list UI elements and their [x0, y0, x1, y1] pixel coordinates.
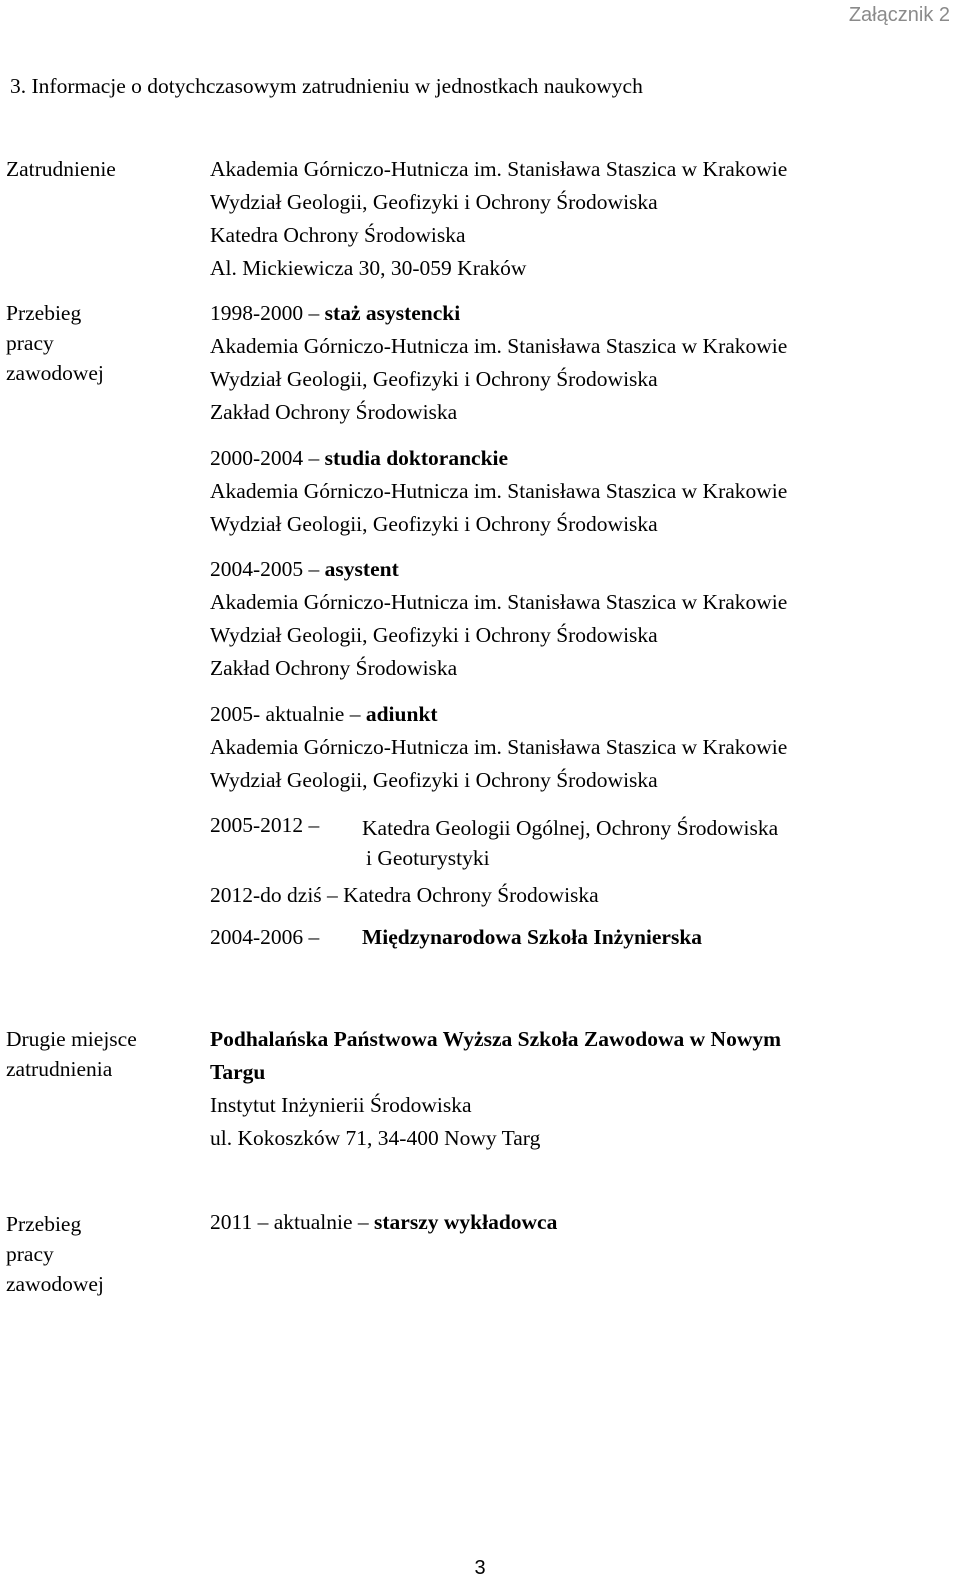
career2-label-line: Przebieg [6, 1212, 82, 1236]
career2-period: 2011 – aktualnie – [210, 1210, 375, 1234]
entry-role: adiunkt [365, 702, 438, 726]
career-entry [210, 297, 787, 429]
career-entry [210, 553, 787, 685]
school-name: Międzynarodowa Szkoła Inżynierska [362, 925, 703, 949]
entry-line: Wydział Geologii, Geofizyki i Ochrony Środowiska [210, 367, 658, 391]
career-label-line: zawodowej [6, 361, 104, 385]
entry-role: asystent [324, 557, 399, 581]
section-title: 3. Informacje o dotychczasowym zatrudnieniu w jednostkach naukowych [10, 74, 643, 98]
employment-line: Wydział Geologii, Geofizyki i Ochrony Środowiska [210, 190, 658, 214]
employment-details [210, 153, 787, 285]
second-job-institute: Instytut Inżynierii Środowiska [210, 1093, 472, 1117]
second-job-label-line: Drugie miejsce [6, 1027, 137, 1051]
entry-period: 2005- aktualnie – [210, 702, 366, 726]
career2-label-line: pracy [6, 1242, 54, 1266]
second-job-details [210, 1023, 781, 1155]
entry-line: Wydział Geologii, Geofizyki i Ochrony Środowiska [210, 768, 658, 792]
entry-line: Zakład Ochrony Środowiska [210, 656, 458, 680]
entry-line: Wydział Geologii, Geofizyki i Ochrony Środowiska [210, 623, 658, 647]
career2-label [6, 1209, 104, 1299]
katedra-period: 2005-2012 – [210, 813, 320, 837]
employment-line: Akademia Górniczo-Hutnicza im. Stanisława Staszica w Krakowie [210, 157, 788, 181]
entry-line: Akademia Górniczo-Hutnicza im. Stanisława Staszica w Krakowie [210, 479, 788, 503]
entry-role: staż asystencki [324, 301, 461, 325]
katedra-name-line: Katedra Geologii Ogólnej, Ochrony Środowiska [362, 816, 779, 840]
second-job-label [6, 1024, 137, 1084]
katedra-name: Katedra Ochrony Środowiska [343, 883, 599, 907]
entry-line: Akademia Górniczo-Hutnicza im. Stanisława Staszica w Krakowie [210, 334, 788, 358]
career-label-line: pracy [6, 331, 54, 355]
entry-line: Akademia Górniczo-Hutnicza im. Stanisława Staszica w Krakowie [210, 590, 788, 614]
annex-label: Załącznik 2 [848, 4, 950, 26]
career-label-line: Przebieg [6, 301, 82, 325]
entry-period: 1998-2000 – [210, 301, 325, 325]
career-entry [210, 698, 787, 797]
second-job-label-line: zatrudnienia [6, 1057, 113, 1081]
entry-line: Akademia Górniczo-Hutnicza im. Stanisława Staszica w Krakowie [210, 735, 788, 759]
school-period: 2004-2006 – [210, 925, 320, 949]
employment-label: Zatrudnienie [6, 157, 116, 181]
career2-role: starszy wykładowca [374, 1210, 558, 1234]
employment-line: Katedra Ochrony Środowiska [210, 223, 466, 247]
katedra-name-line: i Geoturystyki [366, 846, 490, 870]
entry-role: studia doktoranckie [324, 446, 509, 470]
katedra-period: 2012-do dziś – [210, 883, 344, 907]
katedra-name [362, 813, 778, 873]
career-label [6, 298, 104, 388]
second-job-name: Podhalańska Państwowa Wyższa Szkoła Zawodowa w Nowym [210, 1027, 782, 1051]
career2-entry [210, 1210, 557, 1235]
katedra-current [210, 883, 599, 908]
entry-period: 2004-2005 – [210, 557, 325, 581]
entry-period: 2000-2004 – [210, 446, 325, 470]
career-entry [210, 442, 787, 541]
entry-line: Wydział Geologii, Geofizyki i Ochrony Środowiska [210, 512, 658, 536]
entry-line: Zakład Ochrony Środowiska [210, 400, 458, 424]
career2-label-line: zawodowej [6, 1272, 104, 1296]
employment-line: Al. Mickiewicza 30, 30-059 Kraków [210, 256, 527, 280]
second-job-name: Targu [210, 1060, 266, 1084]
second-job-address: ul. Kokoszków 71, 34-400 Nowy Targ [210, 1126, 541, 1150]
page-number: 3 [474, 1557, 486, 1579]
